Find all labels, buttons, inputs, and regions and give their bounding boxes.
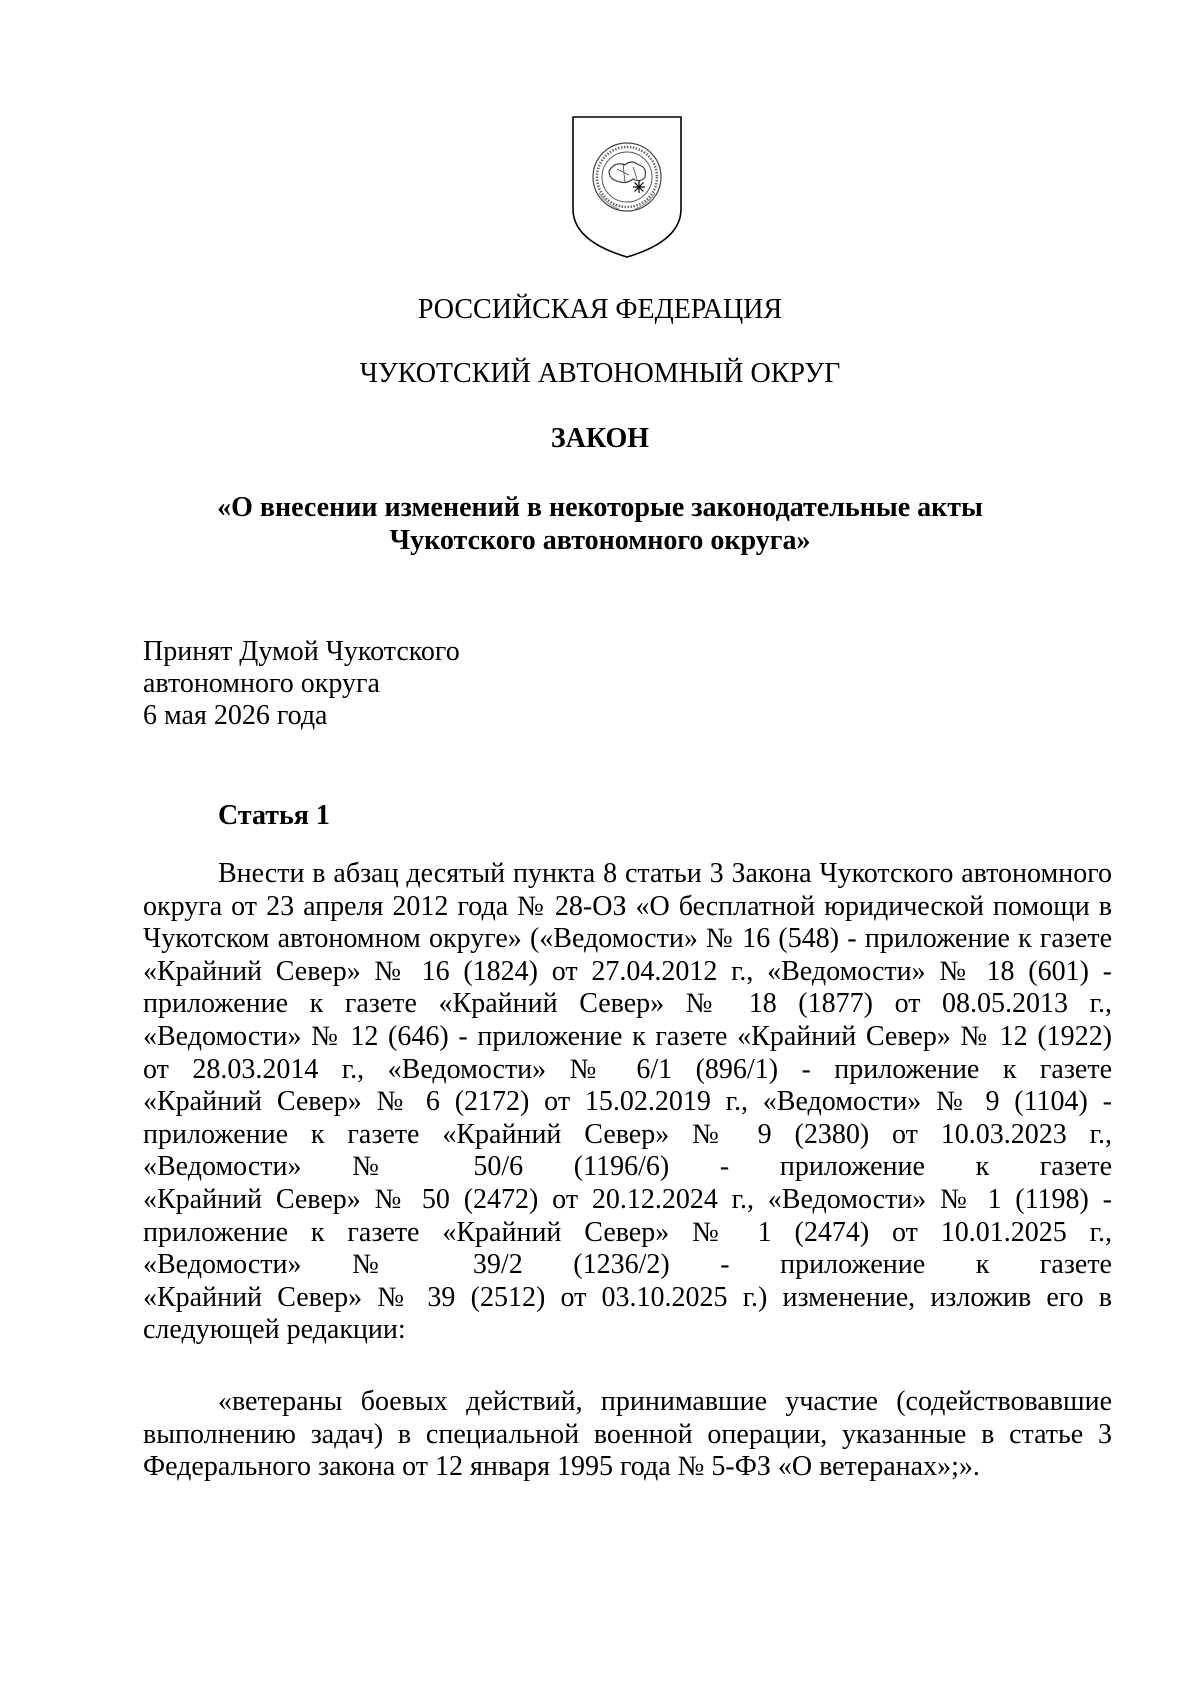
paragraph-line: «Крайний Север» № 6 (2172) от 15.02.2019 г., «Ведомости» № 9 (1104) - [143,1086,1112,1118]
region-heading: ЧУКОТСКИЙ АВТОНОМНЫЙ ОКРУГ [359,358,841,389]
law-title-line: «О внесении изменений в некоторые законодательные акты [217,492,983,523]
country-heading: РОССИЙСКАЯ ФЕДЕРАЦИЯ [417,294,783,325]
article-heading: Статья 1 [218,800,330,831]
paragraph-line: «Крайний Север» № 39 (2512) от 03.10.2025 г.) изменение, изложив его в [143,1281,1112,1313]
adoption-note [143,636,460,732]
paragraph-line: Чукотском автономном округе» («Ведомости» № 16 (548) - приложение к газете [143,923,1112,955]
adoption-line: автономного округа [143,668,380,699]
paragraph-line: «Ведомости» № 12 (646) - приложение к газете «Крайний Север» № 12 (1922) [143,1020,1112,1052]
paragraph-line: «Крайний Север» № 16 (1824) от 27.04.2012 г., «Ведомости» № 18 (601) - [143,955,1112,987]
adoption-line: Принят Думой Чукотского [143,636,460,667]
paragraph-line: выполнению задач) в специальной военной операции, указанные в статье 3 [143,1418,1112,1450]
document-type-heading: ЗАКОН [550,423,650,454]
amendment-text [143,1386,1112,1484]
chukotka-coat-of-arms-icon [569,113,685,261]
paragraph-line: «Ведомости» № 39/2 (1236/2) - приложение к газете [143,1249,1112,1281]
paragraph-line: приложение к газете «Крайний Север» № 18 (1877) от 08.05.2013 г., [143,988,1112,1020]
paragraph-line: «ветераны боевых действий, принимавшие участие (содействовавшие [218,1386,1112,1417]
paragraph-line: округа от 23 апреля 2012 года № 28-ОЗ «О бесплатной юридической помощи в [143,890,1112,922]
adoption-date: 6 мая 2026 года [143,700,328,731]
paragraph-line: приложение к газете «Крайний Север» № 1 (2474) от 10.01.2025 г., [143,1216,1112,1248]
paragraph-line: «Крайний Север» № 50 (2472) от 20.12.2024 г., «Ведомости» № 1 (1198) - [143,1183,1112,1215]
paragraph-line: Внести в абзац десятый пункта 8 статьи 3 Закона Чукотского автономного [218,858,1112,889]
paragraph-line: от 28.03.2014 г., «Ведомости» № 6/1 (896/1) - приложение к газете [143,1053,1112,1085]
law-title [0,491,1200,557]
paragraph-line: «Ведомости» № 50/6 (1196/6) - приложение к газете [143,1151,1112,1183]
paragraph-line: следующей редакции: [143,1314,406,1346]
article-paragraph [143,858,1112,1347]
law-title-line: Чукотского автономного округа» [389,525,811,556]
paragraph-line: приложение к газете «Крайний Север» № 9 (2380) от 10.03.2023 г., [143,1118,1112,1150]
paragraph-line: Федерального закона от 12 января 1995 года № 5-ФЗ «О ветеранах»;». [143,1451,980,1483]
